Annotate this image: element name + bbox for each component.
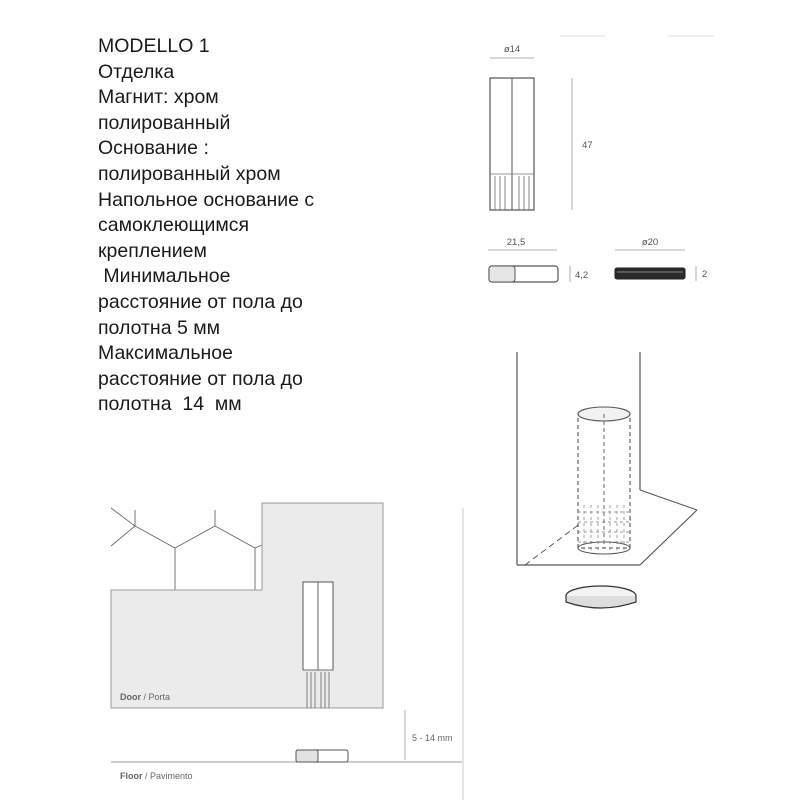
spec-line: Максимальное [98, 342, 233, 365]
base-height-label: 4,2 [575, 270, 589, 281]
spec-line: расстояние от пола до [98, 290, 303, 313]
spec-line: MODELLO 1 [98, 35, 210, 57]
hexagon-pattern [111, 508, 135, 546]
door-label [120, 692, 170, 702]
perspective-view [517, 352, 697, 608]
spec-line: полированный хром [98, 162, 281, 185]
floor-disc-height-label: 2 [702, 269, 708, 280]
spec-line: Отделка [98, 60, 175, 83]
door-label-bold: Door [120, 692, 141, 702]
magnet-height-label: 47 [582, 140, 593, 151]
spec-line: Основание : [98, 137, 209, 160]
spec-line: Напольное основание с [98, 188, 315, 211]
floor-label [120, 771, 193, 781]
installed-floor-base-cap [296, 750, 318, 762]
magnet-elevation [490, 44, 593, 210]
floor-disc-elevation [615, 237, 707, 281]
floor-disc-diameter-label: ø20 [641, 237, 659, 248]
spec-line: креплением [98, 239, 207, 262]
base-width-label: 21,5 [506, 237, 526, 248]
hexagon-pattern [215, 526, 262, 548]
hidden-edge [525, 520, 585, 565]
installation-view [111, 503, 463, 800]
base-cap [489, 266, 515, 282]
adhesive-base-elevation [488, 237, 588, 282]
spec-line: полированный [98, 111, 231, 134]
spec-line: самоклеющимся [98, 214, 250, 237]
magnet-diameter-label: ø14 [503, 44, 521, 55]
hexagon-pattern [135, 526, 215, 548]
door-label-rest: / Porta [141, 692, 171, 702]
floor-disc-rim [566, 596, 636, 608]
spec-line: полотна 5 мм [98, 316, 221, 339]
spec-line: Магнит: хром [98, 86, 219, 109]
spec-line: Минимальное [98, 265, 231, 288]
spec-line: полотна 14 мм [98, 393, 242, 416]
floor-label-rest: / Pavimento [142, 771, 193, 781]
door-side-edge [640, 490, 697, 510]
spec-line: расстояние от пола до [98, 367, 303, 390]
door-panel [111, 503, 383, 708]
floor-label-bold: Floor [120, 771, 143, 781]
floor-disc-body [615, 268, 685, 279]
gap-range-label: 5 - 14 mm [412, 733, 453, 743]
door-bottom-edge [640, 510, 697, 565]
